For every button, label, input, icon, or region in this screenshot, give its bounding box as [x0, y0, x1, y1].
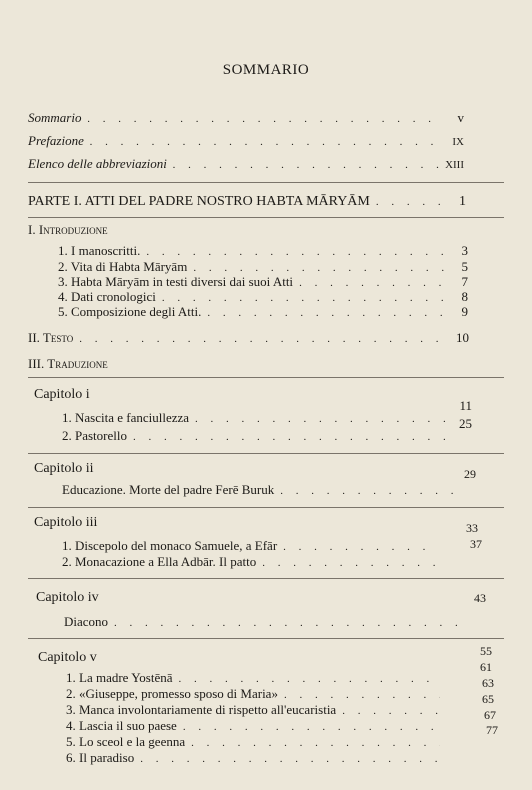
leader-dots [79, 331, 447, 347]
page-title: SOMMARIO [222, 62, 310, 78]
entry-page: 63 [482, 676, 494, 690]
entry-label: Elenco delle abbreviazioni [28, 156, 167, 171]
entry-page: 7 [461, 274, 468, 289]
toc-entry[interactable] [58, 243, 468, 260]
toc-entry-prefazione[interactable] [28, 133, 464, 150]
entry-page: 10 [456, 330, 469, 345]
entry-label: 6. Il paradiso [66, 750, 135, 765]
leader-dots [114, 615, 470, 631]
entry-label: 4. Lascia il suo paese [66, 718, 177, 733]
leader-dots [140, 751, 440, 767]
toc-entry[interactable] [66, 686, 446, 703]
section-divider [28, 217, 504, 218]
entry-label: 1. La madre Yostēnā [66, 670, 173, 685]
leader-dots [87, 111, 442, 127]
entry-label: 5. Lo sceol e la geenna [66, 734, 186, 749]
toc-entry-testo[interactable] [28, 330, 469, 347]
entry-page: IX [452, 136, 464, 148]
entry-page: 61 [480, 660, 492, 674]
chapter-page: 55 [480, 644, 492, 658]
toc-entry[interactable] [66, 670, 446, 687]
chapter-heading-2: Capitolo ii [34, 461, 94, 476]
section-divider [28, 377, 504, 378]
entry-page: 77 [486, 723, 498, 737]
entry-label: 2. Pastorello [62, 428, 127, 443]
entry-page: 37 [470, 537, 482, 551]
section-divider [28, 182, 504, 183]
entry-label: 1. I manoscritti. [58, 243, 141, 258]
chapter-page: 29 [464, 467, 476, 481]
toc-entry[interactable] [62, 554, 442, 571]
toc-entry[interactable] [62, 398, 472, 427]
leader-dots [342, 703, 440, 719]
entry-label: 2. Monacazione a Ella Adbār. Il patto [62, 554, 257, 569]
section-divider [28, 638, 504, 639]
toc-entry[interactable] [64, 614, 476, 631]
entry-page: 3 [461, 243, 468, 258]
entry-label: II. Testo [28, 330, 74, 345]
toc-entry-parte-1[interactable] [28, 194, 466, 210]
leader-dots [262, 555, 436, 571]
entry-page: 65 [482, 692, 494, 706]
entry-label: PARTE I. ATTI DEL PADRE NOSTRO HABTA MĀRYĀM [28, 194, 370, 209]
entry-label: 5. Composizione degli Atti. [58, 304, 202, 319]
entry-label: Sommario [28, 110, 82, 125]
entry-page: 1 [459, 194, 466, 209]
leader-dots [90, 134, 442, 150]
leader-dots [376, 194, 444, 210]
toc-entry[interactable] [66, 702, 446, 719]
leader-dots [207, 305, 446, 321]
leader-dots [179, 671, 440, 687]
leader-dots [146, 244, 446, 260]
chapter-heading-5: Capitolo v [38, 650, 97, 665]
entry-page: XIII [445, 159, 464, 171]
entry-label: 4. Dati cronologici [58, 289, 156, 304]
toc-entry[interactable] [62, 538, 442, 555]
toc-entry[interactable] [62, 482, 472, 499]
entry-page: 5 [461, 259, 468, 274]
toc-entry-sommario[interactable] [28, 110, 464, 127]
leader-dots [183, 719, 440, 735]
leader-dots [173, 157, 439, 173]
leader-dots [283, 539, 436, 555]
chapter-page: 43 [474, 591, 486, 605]
entry-label: 2. Vita di Habta Māryām [58, 259, 188, 274]
leader-dots [191, 735, 440, 751]
toc-entry[interactable] [66, 718, 446, 735]
section-heading-traduzione: III. Traduzione [28, 356, 108, 371]
entry-label: Prefazione [28, 133, 84, 148]
entry-page: 9 [461, 304, 468, 319]
chapter-heading-4: Capitolo iv [36, 590, 99, 605]
entry-page: 33 [466, 521, 478, 535]
entry-label: 2. «Giuseppe, promesso sposo di Maria» [66, 686, 278, 701]
entry-page: 67 [484, 708, 496, 722]
entry-label: 1. Nascita e fanciullezza [62, 410, 190, 425]
toc-entry[interactable] [66, 734, 446, 751]
entry-label: Diacono [64, 614, 109, 629]
chapter-heading-3: Capitolo iii [34, 515, 98, 530]
section-divider [28, 578, 504, 579]
section-divider [28, 453, 504, 454]
chapter-heading-1: Capitolo i [34, 387, 90, 402]
entry-label: Educazione. Morte del padre Ferē Buruk [62, 482, 275, 497]
section-divider [28, 507, 504, 508]
toc-entry-abbreviazioni[interactable] [28, 156, 464, 173]
entry-page: 8 [461, 289, 468, 304]
section-heading-introduzione: I. Introduzione [28, 222, 108, 237]
toc-entry[interactable] [66, 750, 446, 767]
leader-dots [284, 687, 440, 703]
toc-entry[interactable] [58, 304, 468, 321]
leader-dots [280, 483, 466, 499]
entry-page: 25 [459, 416, 472, 431]
entry-label: 3. Manca involontariamente di rispetto all'eucaristia [66, 702, 337, 717]
entry-label: 1. Discepolo del monaco Samuele, a Efār [62, 538, 278, 553]
entry-page: 11 [459, 398, 472, 413]
entry-label: 3. Habta Māryām in testi diversi dai suoi Atti [58, 274, 294, 289]
leader-dots [133, 429, 450, 445]
leader-dots [195, 411, 450, 427]
entry-page: v [457, 110, 464, 125]
